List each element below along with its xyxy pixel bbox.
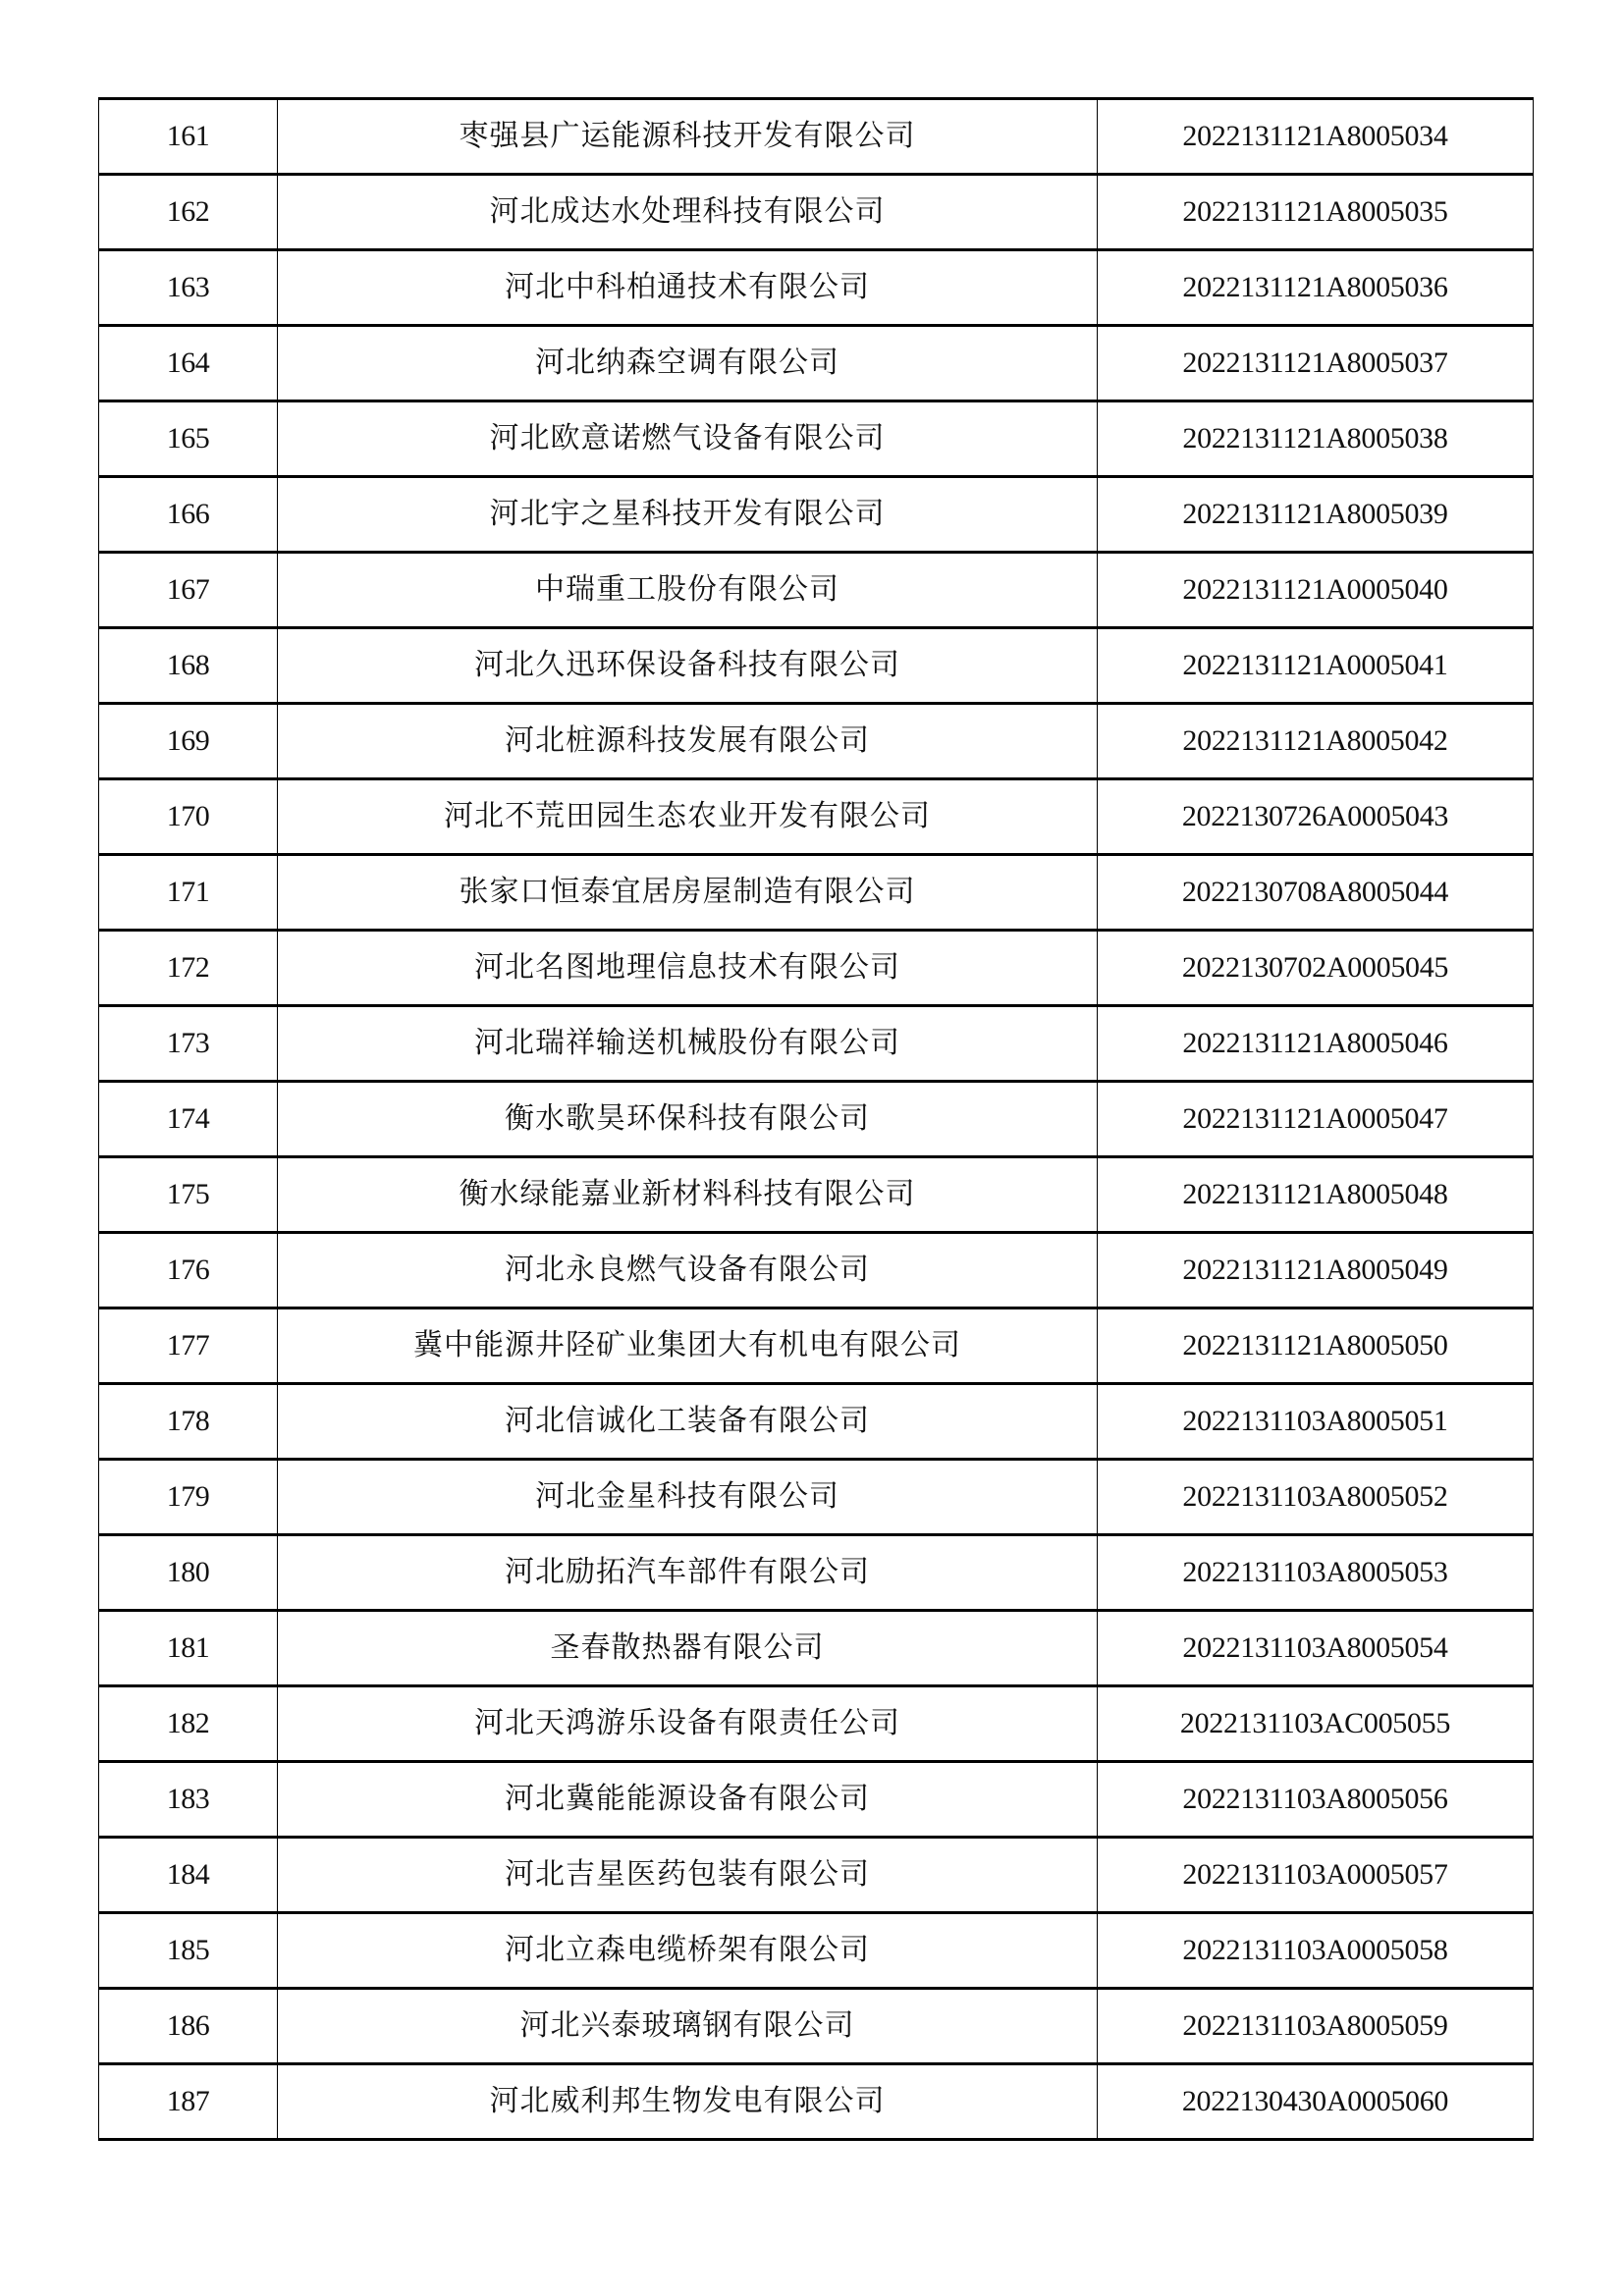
table-row [99,1233,1534,1308]
row-number-cell: 177 [99,1308,278,1384]
table-row [99,1384,1534,1460]
certificate-code-cell: 2022131121A8005034 [1098,99,1534,175]
row-number-cell: 185 [99,1913,278,1989]
company-name-cell: 河北成达水处理科技有限公司 [278,175,1098,250]
company-name-cell: 衡水绿能嘉业新材料科技有限公司 [278,1157,1098,1233]
row-number-cell: 174 [99,1082,278,1157]
table-row [99,1308,1534,1384]
table-body [99,99,1534,2140]
row-number-cell: 186 [99,1989,278,2064]
certificate-code-cell: 2022131121A8005039 [1098,477,1534,553]
company-name-cell: 河北永良燃气设备有限公司 [278,1233,1098,1308]
company-name-cell: 河北吉星医药包装有限公司 [278,1838,1098,1913]
certificate-code-cell: 2022131121A8005035 [1098,175,1534,250]
table-row [99,401,1534,477]
row-number-cell: 166 [99,477,278,553]
company-name-cell: 衡水歌昊环保科技有限公司 [278,1082,1098,1157]
row-number-cell: 183 [99,1762,278,1838]
company-name-cell: 河北威利邦生物发电有限公司 [278,2064,1098,2140]
company-name-cell: 河北立森电缆桥架有限公司 [278,1913,1098,1989]
table-row [99,175,1534,250]
company-name-cell: 枣强县广运能源科技开发有限公司 [278,99,1098,175]
table-row [99,553,1534,628]
certificate-code-cell: 2022130708A8005044 [1098,855,1534,931]
company-name-cell: 河北名图地理信息技术有限公司 [278,931,1098,1006]
row-number-cell: 167 [99,553,278,628]
row-number-cell: 184 [99,1838,278,1913]
table-row [99,326,1534,401]
table-row [99,477,1534,553]
company-name-cell: 河北不荒田园生态农业开发有限公司 [278,779,1098,855]
company-name-cell: 张家口恒泰宜居房屋制造有限公司 [278,855,1098,931]
table-row [99,1762,1534,1838]
company-name-cell: 河北久迅环保设备科技有限公司 [278,628,1098,704]
table-row [99,1838,1534,1913]
row-number-cell: 187 [99,2064,278,2140]
company-list-table [98,97,1534,2141]
company-name-cell: 河北桩源科技发展有限公司 [278,704,1098,779]
row-number-cell: 175 [99,1157,278,1233]
company-name-cell: 河北纳森空调有限公司 [278,326,1098,401]
certificate-code-cell: 2022131103A8005052 [1098,1460,1534,1535]
table-row [99,779,1534,855]
certificate-code-cell: 2022131121A8005042 [1098,704,1534,779]
row-number-cell: 180 [99,1535,278,1611]
table-row [99,250,1534,326]
company-name-cell: 河北冀能能源设备有限公司 [278,1762,1098,1838]
certificate-code-cell: 2022131103A8005056 [1098,1762,1534,1838]
row-number-cell: 163 [99,250,278,326]
certificate-code-cell: 2022131121A8005049 [1098,1233,1534,1308]
certificate-code-cell: 2022131103A8005053 [1098,1535,1534,1611]
row-number-cell: 161 [99,99,278,175]
row-number-cell: 178 [99,1384,278,1460]
certificate-code-cell: 2022131103A8005051 [1098,1384,1534,1460]
row-number-cell: 182 [99,1686,278,1762]
company-name-cell: 河北瑞祥输送机械股份有限公司 [278,1006,1098,1082]
table-row [99,1989,1534,2064]
certificate-code-cell: 2022131121A8005037 [1098,326,1534,401]
certificate-code-cell: 2022131103A0005057 [1098,1838,1534,1913]
row-number-cell: 169 [99,704,278,779]
certificate-code-cell: 2022131121A8005036 [1098,250,1534,326]
row-number-cell: 165 [99,401,278,477]
table-row [99,1913,1534,1989]
row-number-cell: 179 [99,1460,278,1535]
certificate-code-cell: 2022131103AC005055 [1098,1686,1534,1762]
certificate-code-cell: 2022131121A8005046 [1098,1006,1534,1082]
company-name-cell: 河北金星科技有限公司 [278,1460,1098,1535]
row-number-cell: 176 [99,1233,278,1308]
company-name-cell: 河北中科柏通技术有限公司 [278,250,1098,326]
company-name-cell: 中瑞重工股份有限公司 [278,553,1098,628]
company-name-cell: 河北天鸿游乐设备有限责任公司 [278,1686,1098,1762]
table-row [99,704,1534,779]
certificate-code-cell: 2022131103A8005059 [1098,1989,1534,2064]
certificate-code-cell: 2022130702A0005045 [1098,931,1534,1006]
certificate-code-cell: 2022131121A8005038 [1098,401,1534,477]
company-name-cell: 河北兴泰玻璃钢有限公司 [278,1989,1098,2064]
table-row [99,1006,1534,1082]
row-number-cell: 164 [99,326,278,401]
certificate-code-cell: 2022130726A0005043 [1098,779,1534,855]
table-row [99,628,1534,704]
company-name-cell: 圣春散热器有限公司 [278,1611,1098,1686]
row-number-cell: 162 [99,175,278,250]
company-name-cell: 冀中能源井陉矿业集团大有机电有限公司 [278,1308,1098,1384]
certificate-code-cell: 2022131103A0005058 [1098,1913,1534,1989]
certificate-code-cell: 2022131121A8005050 [1098,1308,1534,1384]
certificate-code-cell: 2022131121A8005048 [1098,1157,1534,1233]
table-row [99,1611,1534,1686]
table-row [99,1686,1534,1762]
table-row [99,99,1534,175]
row-number-cell: 170 [99,779,278,855]
row-number-cell: 181 [99,1611,278,1686]
table-row [99,1157,1534,1233]
table-row [99,1535,1534,1611]
certificate-code-cell: 2022131121A0005047 [1098,1082,1534,1157]
row-number-cell: 172 [99,931,278,1006]
certificate-code-cell: 2022130430A0005060 [1098,2064,1534,2140]
certificate-code-cell: 2022131103A8005054 [1098,1611,1534,1686]
table-row [99,1082,1534,1157]
table-row [99,2064,1534,2140]
row-number-cell: 171 [99,855,278,931]
certificate-code-cell: 2022131121A0005041 [1098,628,1534,704]
table-row [99,931,1534,1006]
certificate-code-cell: 2022131121A0005040 [1098,553,1534,628]
table-row [99,855,1534,931]
company-name-cell: 河北励拓汽车部件有限公司 [278,1535,1098,1611]
company-name-cell: 河北信诚化工装备有限公司 [278,1384,1098,1460]
table-row [99,1460,1534,1535]
company-name-cell: 河北宇之星科技开发有限公司 [278,477,1098,553]
row-number-cell: 168 [99,628,278,704]
company-name-cell: 河北欧意诺燃气设备有限公司 [278,401,1098,477]
row-number-cell: 173 [99,1006,278,1082]
